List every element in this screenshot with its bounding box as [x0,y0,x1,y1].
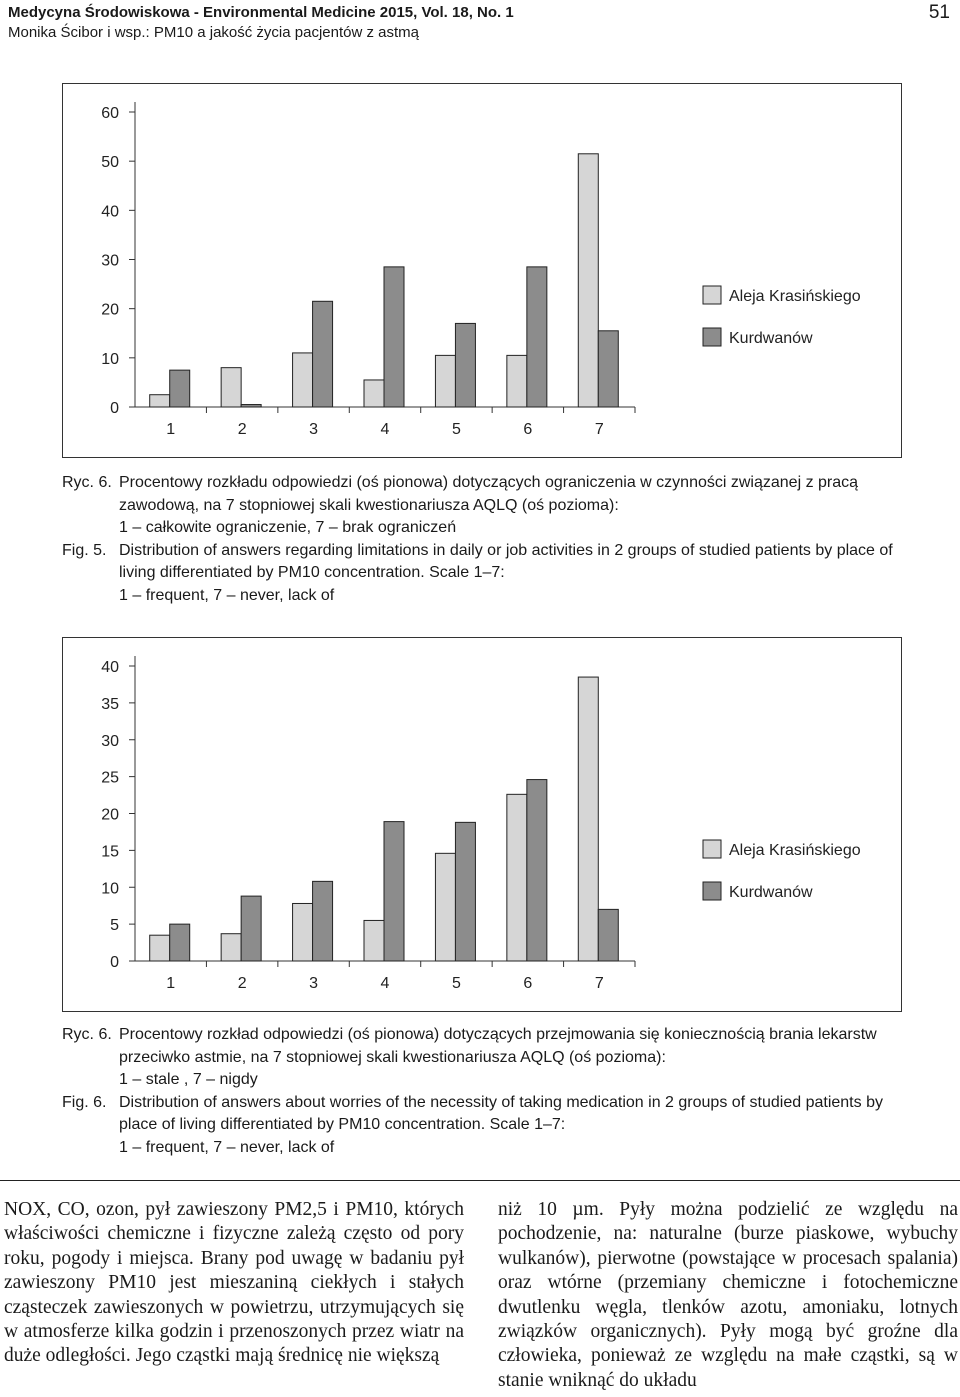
y-tick-label: 40 [101,203,119,221]
x-tick-label: 3 [309,975,319,992]
journal-header: Medycyna Środowiskowa - Environmental Medicine 2015, Vol. 18, No. 1 [8,4,514,21]
legend-label-aleja-krasinskiego: Aleja Krasińskiego [729,288,861,305]
y-tick-label: 50 [101,154,119,172]
body-right-column: niż 10 µm. Pyły można podzielić ze względu na pochodzenie, na: naturalne (burze piaskowe, wybuchy wulkanów), pierwotne (powstające w procesach spalania) oraz wtórne (przemiany chemiczne i fotochemiczne dwutlenku węgla, tlenków azotu, amoniaku, lotnych związków organicznych). Pyły mogą być groźne dla człowieka, ponieważ ze względu na małe cząstki, są w stanie wniknąć do układu [498,1199,958,1391]
y-tick-label: 35 [101,695,119,713]
page-number: 51 [928,2,950,23]
caption-pl-text: Procentowy rozkładu odpowiedzi (oś pionowa) dotyczących ograniczenia w czynności związanej z pracą zawodową, na 7 stopniowej skali kwestionariusza AQLQ (oś pozioma): [119,474,859,514]
legend-swatch-kurdwanow [703,328,721,346]
y-tick-label: 30 [101,252,119,270]
y-tick-label: 30 [101,732,119,750]
bar-kurdwanow [241,405,261,407]
bar-aleja-krasinskiego [578,677,598,961]
legend-swatch-aleja-krasinskiego [703,840,721,858]
caption-pl [62,472,912,517]
legend-label-kurdwanow: Kurdwanów [729,884,813,901]
bar-aleja-krasinskiego [293,353,313,407]
caption-en-text: Distribution of answers about worries of the necessity of taking medication in 2 groups of studied patients by place of living differentiated by PM10 concentration. Scale 1–7: [119,1093,883,1133]
bar-kurdwanow [598,331,618,407]
bar-kurdwanow [598,909,618,961]
y-tick-label: 5 [110,917,119,935]
bar-aleja-krasinskiego [435,355,455,407]
bar-aleja-krasinskiego [507,794,527,961]
caption-pl-label: Ryc. 6. [62,1026,112,1043]
y-tick-label: 15 [101,843,119,861]
caption-en-scale: 1 – frequent, 7 – never, lack of [119,1138,335,1156]
figure-5-caption [62,472,912,607]
legend-swatch-aleja-krasinskiego [703,286,721,304]
legend-label-aleja-krasinskiego: Aleja Krasińskiego [729,842,861,859]
y-tick-label: 10 [101,880,119,898]
x-tick-label: 7 [594,421,604,438]
x-tick-label: 5 [451,975,461,992]
x-tick-label: 1 [166,421,176,438]
bar-kurdwanow [313,881,333,961]
bar-kurdwanow [527,780,547,961]
bar-kurdwanow [455,323,475,407]
y-tick-label: 0 [110,954,119,971]
bar-aleja-krasinskiego [507,355,527,407]
bar-kurdwanow [313,301,333,407]
caption-pl-scale: 1 – stale , 7 – nigdy [119,1071,258,1088]
bar-aleja-krasinskiego [435,853,455,961]
caption-pl-scale: 1 – całkowite ograniczenie, 7 – brak ograniczeń [119,519,457,536]
caption-pl [62,1024,912,1069]
bar-kurdwanow [455,822,475,961]
body-left-column: NOX, CO, ozon, pył zawieszony PM2,5 i PM10, których właściwości chemiczne i fizyczne zależą często od pory roku, pogody i miejsca. Brany pod uwagę w badaniu pył zawieszony PM10 jest mieszaniną ciekłych i stałych cząsteczek zawieszonych w powietrzu, utrzymujących się w atmosferze kilka godzin i przenoszonych przez wiatr na duże odległości. Jego cząstki mają średnicę nie większą [4,1199,464,1367]
caption-pl-text: Procentowy rozkład odpowiedzi (oś pionowa) dotyczących przejmowania się koniecznością brania lekarstw przeciwko astmie, na 7 stopniowej skali kwestionariusza AQLQ (oś pozioma): [119,1026,877,1066]
x-tick-label: 6 [523,975,533,992]
bar-aleja-krasinskiego [221,934,241,961]
bar-kurdwanow [527,267,547,407]
x-tick-label: 7 [594,975,604,992]
figure-6-chart [62,637,902,1012]
bar-kurdwanow [170,370,190,407]
bar-aleja-krasinskiego [221,368,241,407]
bar-kurdwanow [384,822,404,961]
y-tick-label: 20 [101,301,119,319]
figure-6-svg [63,638,901,1011]
x-tick-label: 3 [309,421,319,438]
caption-en-label: Fig. 6. [62,1093,107,1111]
y-tick-label: 0 [110,400,119,417]
x-tick-label: 4 [380,421,390,438]
caption-en-label: Fig. 5. [62,541,107,559]
x-tick-label: 2 [237,975,247,992]
x-tick-label: 4 [380,975,390,992]
x-tick-label: 6 [523,421,533,438]
y-tick-label: 20 [101,806,119,824]
caption-en [62,1092,912,1137]
legend-label-kurdwanow: Kurdwanów [729,330,813,347]
section-divider [0,1180,960,1181]
bar-aleja-krasinskiego [364,380,384,407]
bar-aleja-krasinskiego [150,395,170,407]
caption-pl-label: Ryc. 6. [62,474,112,491]
bar-kurdwanow [170,924,190,961]
bar-aleja-krasinskiego [578,154,598,407]
bar-kurdwanow [241,896,261,961]
y-tick-label: 25 [101,769,119,787]
bar-aleja-krasinskiego [364,920,384,961]
legend-swatch-kurdwanow [703,882,721,900]
x-tick-label: 2 [237,421,247,438]
x-tick-label: 1 [166,975,176,992]
figure-5-svg [63,84,901,457]
figure-5-chart [62,83,902,458]
bar-aleja-krasinskiego [150,935,170,961]
running-title: Monika Ścibor i wsp.: PM10 a jakość życia pacjentów z astmą [8,24,419,41]
y-tick-label: 60 [101,105,119,122]
bar-kurdwanow [384,267,404,407]
bar-aleja-krasinskiego [293,903,313,961]
caption-en-scale: 1 – frequent, 7 – never, lack of [119,586,335,604]
x-tick-label: 5 [451,421,461,438]
y-tick-label: 10 [101,350,119,368]
caption-en-text: Distribution of answers regarding limitations in daily or job activities in 2 groups of studied patients by place of living differentiated by PM10 concentration. Scale 1–7: [119,541,893,581]
y-tick-label: 40 [101,659,119,676]
caption-en [62,540,912,585]
figure-6-caption [62,1024,912,1159]
